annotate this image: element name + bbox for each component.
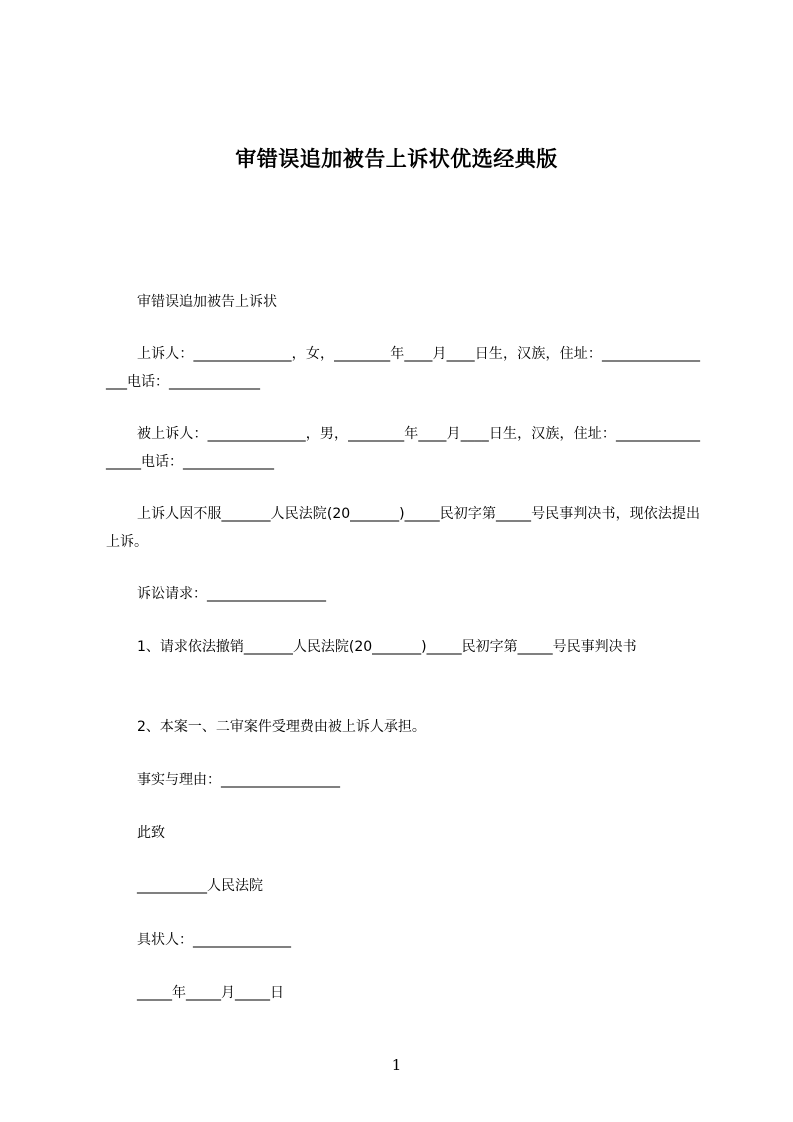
- salutation: 此致: [137, 825, 165, 841]
- filing-date: _____年_____月_____日: [137, 985, 284, 1001]
- appellee-info: 被上诉人：______________，男，________年____月____日生，汉族，住址：_________________电话：_____________: [106, 426, 700, 470]
- page-number: 1: [391, 1056, 402, 1074]
- document-heading: 审错误追加被告上诉状: [137, 294, 277, 310]
- filer-signature: 具状人：______________: [137, 932, 291, 948]
- document-title: 审错误追加被告上诉状优选经典版: [235, 147, 558, 171]
- appeal-statement: 上诉人因不服_______人民法院(20_______)_____民初字第_____号民事判决书，现依法提出上诉。: [106, 506, 700, 550]
- claim-item-2: 2、本案一、二审案件受理费由被上诉人承担。: [137, 719, 426, 735]
- claims-label: 诉讼请求：_________________: [137, 586, 326, 602]
- claim-item-1: 1、请求依法撤销_______人民法院(20_______)_____民初字第_____号民事判决书: [137, 639, 637, 655]
- facts-and-reasons: 事实与理由：_________________: [137, 772, 340, 788]
- appellant-info: 上诉人：______________，女，________年____月____日生，汉族，住址：_________________电话：_____________: [106, 346, 700, 390]
- court-name: __________人民法院: [137, 878, 263, 894]
